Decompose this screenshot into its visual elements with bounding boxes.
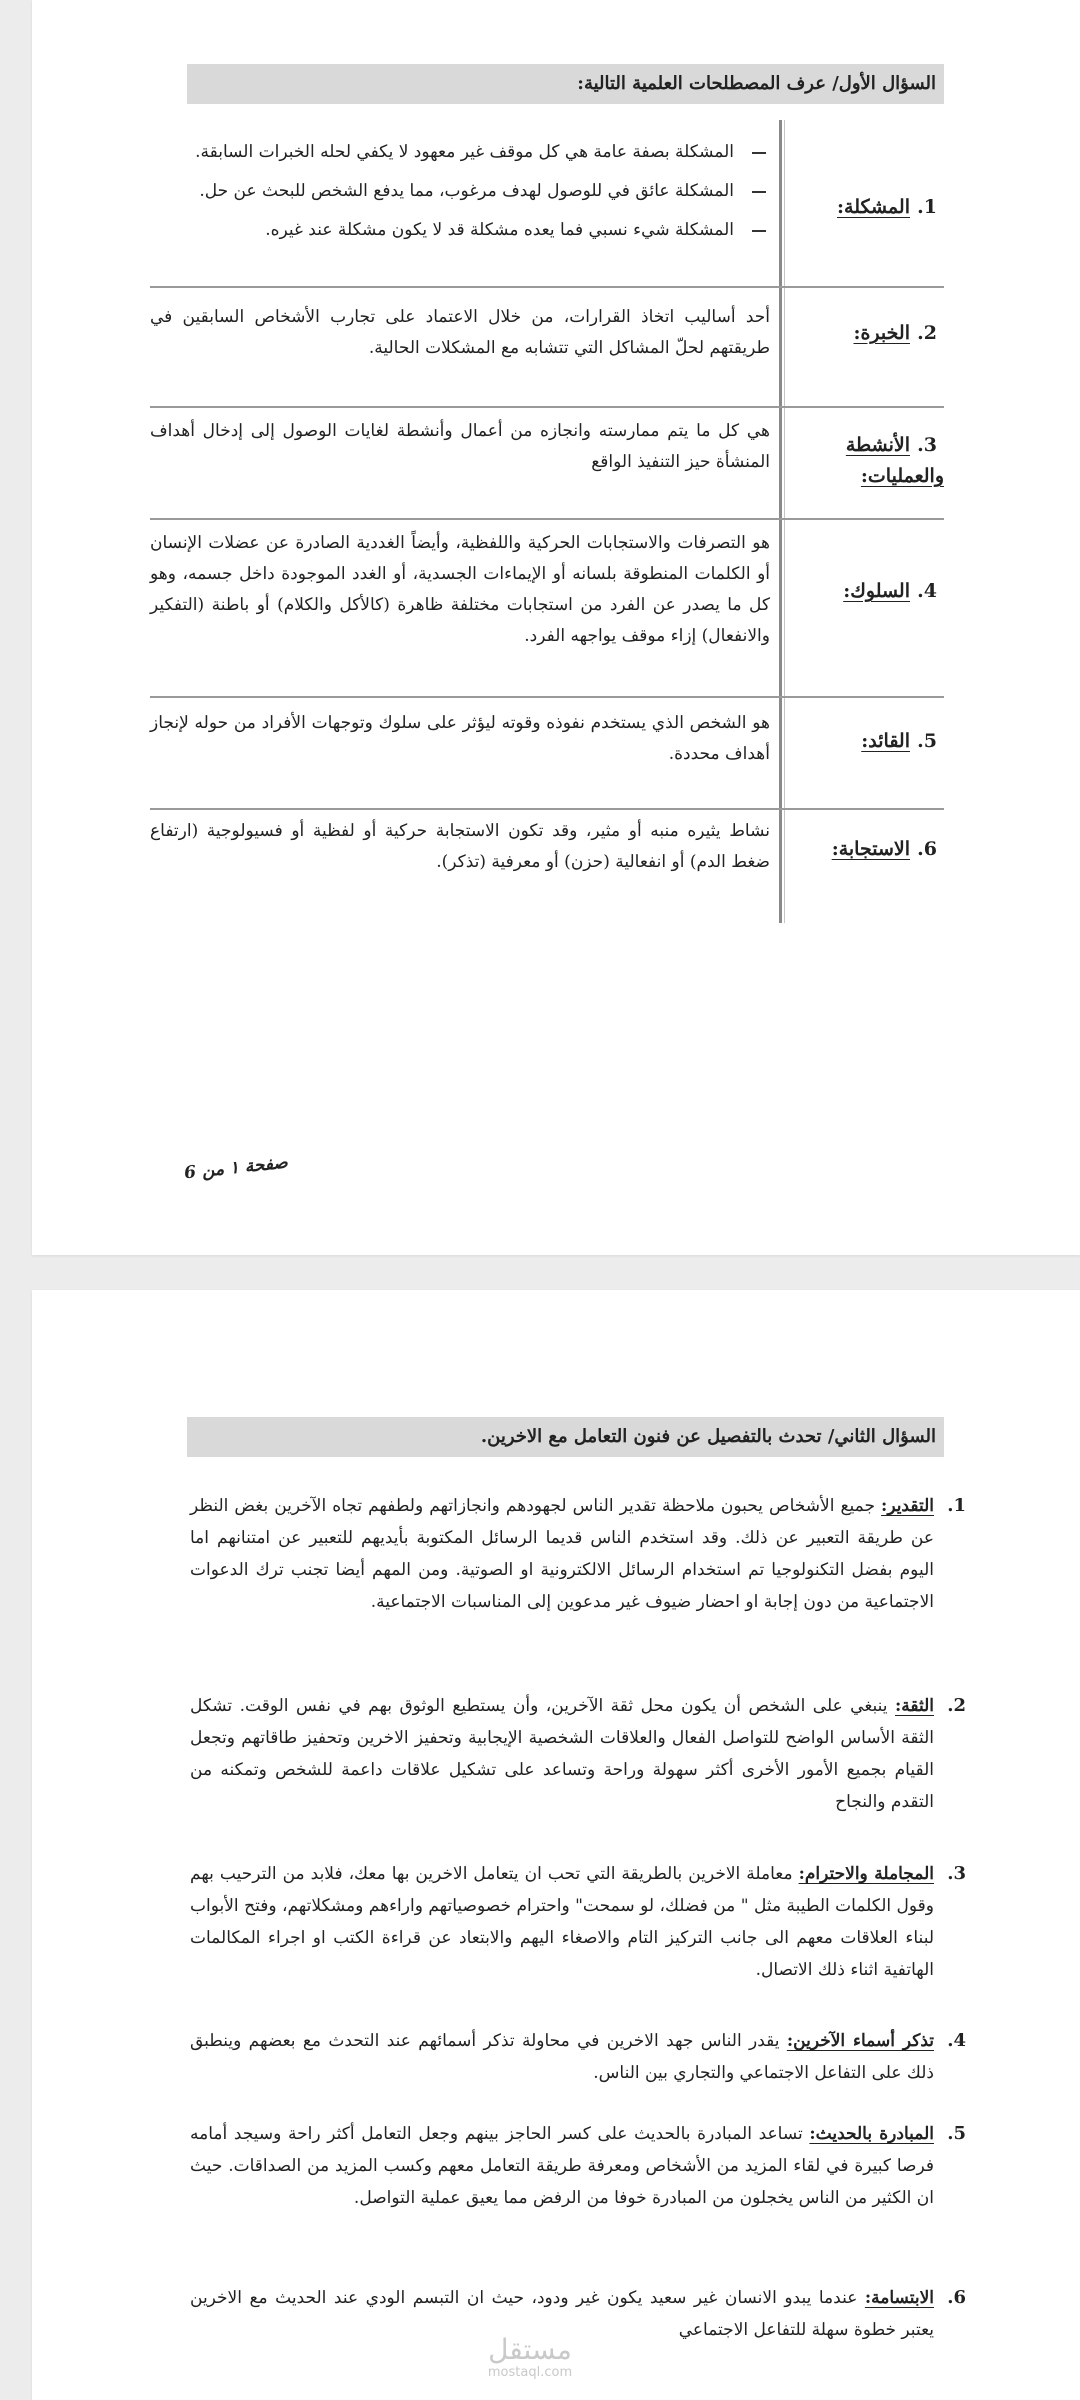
definition-row-behavior — [150, 520, 944, 698]
item-heading: المجاملة والاحترام: — [798, 1864, 934, 1884]
term-label: 2.الخبرة: — [853, 322, 937, 344]
list-item: المشكلة عائق في للوصول لهدف مرغوب، مما يدفع الشخص للبحث عن حل. — [150, 172, 770, 211]
definition-row-response — [150, 810, 944, 923]
definition-text: أحد أساليب اتخاذ القرارات، من خلال الاعتماد على تجارب الأشخاص السابقين في طريقتهم لحلّ المشاكل التي تتشابه مع المشكلات الحالية. — [150, 307, 770, 358]
watermark-url: mostaql.com — [487, 2365, 573, 2380]
term-label: 3.الأنشطة والعمليات: — [845, 434, 944, 487]
item-heading: التقدير: — [881, 1496, 934, 1516]
item-heading: الثقة: — [894, 1696, 934, 1716]
page-number: صفحة ١ من 6 — [183, 1152, 289, 1184]
question-2-title: السؤال الثاني/ تحدث بالتفصيل عن فنون التعامل مع الاخرين. — [187, 1417, 944, 1457]
list-item-initiative: 5. المبادرة بالحديث: تساعد المبادرة بالحديث على كسر الحاجز بينهم وجعل التعامل أكثر راحة وسيجد أمامه فرصا كبيرة في لقاء المزيد من الأشخاص ومعرفة طريقة التعامل معهم وكسب المزيد من الصداقات. حيث ان الكثير من الناس يخجلون من المبادرة خوفا من الرفض مما يعيق عملية التواصل. — [190, 2123, 966, 2208]
item-text: ينبغي على الشخص أن يكون محل ثقة الآخرين، وأن يستطيع الوثوق بهم في نفس الوقت. تشكل الثقة الأساس الواضح للتواصل الفعال والعلاقات الشخصية الإيجابية وتحفيز الاخرين وتحفيز طاقاتهم وتجعل القيام بجميع الأمور الأخرى أكثر سهولة وراحة وتساعد على تشكيل علاقات داعمة للشخص وتمكنه من التقدم والنجاح — [190, 1696, 934, 1812]
item-text: معاملة الاخرين بالطريقة التي تحب ان يتعامل الاخرين بها معك، فلابد من الترحيب بهم وقول الكلمات الطيبة مثل " من فضلك، لو سمحت" واحترام خصوصياتهم واراءهم ومشكلاتهم، وفتح الأبواب لبناء العلاقات معهم الى جانب التركيز التام والاصغاء اليهم والابتعاد عن قراءة الكتب او اجراء المكالمات الهاتفية اثناء ذلك الاتصال. — [190, 1864, 934, 1980]
item-heading: تذكر أسماء الآخرين: — [786, 2031, 934, 2051]
definition-text: نشاط يثيره منبه أو مثير، وقد تكون الاستجابة حركية أو لفظية أو فسيولوجية (ارتفاع ضغط الدم) أو انفعالية (حزن) أو معرفية (تذكر). — [150, 821, 770, 872]
list-item: المشكلة شيء نسبي فما يعده مشكلة قد لا يكون مشكلة عند غيره. — [150, 211, 770, 250]
definition-text: هو الشخص الذي يستخدم نفوذه وقوته ليؤثر على سلوك وتوجهات الأفراد من حوله لإنجاز أهداف محددة. — [150, 713, 770, 764]
item-text: عندما يبدو الانسان غير سعيد يكون غير ودود، حيث ان التبسم الودي عند الحديث مع الاخرين يعتبر خطوة سهلة للتفاعل الاجتماعي — [190, 2288, 934, 2340]
list-item-smile: 6. الابتسامة: عندما يبدو الانسان غير سعيد يكون غير ودود، حيث ان التبسم الودي عند الحديث مع الاخرين يعتبر خطوة سهلة للتفاعل الاجتماعي — [190, 2287, 966, 2340]
list-item-remember-names: 4. تذكر أسماء الآخرين: يقدر الناس جهد الاخرين في محاولة تذكر أسمائهم عند التحدث مع بعضهم وينطبق ذلك على التفاعل الاجتماعي والتجاري بين الناس. — [190, 2030, 966, 2083]
watermark — [470, 2335, 590, 2380]
question-1-title: السؤال الأول/ عرف المصطلحات العلمية التالية: — [187, 64, 944, 104]
definition-row-experience — [150, 288, 944, 408]
term-label: 4.السلوك: — [843, 580, 937, 602]
item-heading: المبادرة بالحديث: — [809, 2124, 934, 2144]
definition-text: هي كل ما يتم ممارسته وانجازه من أعمال وأنشطة لغايات الوصول إلى إدخال أهداف المنشأة حيز التنفيذ الواقع — [150, 421, 770, 472]
item-text: يقدر الناس جهد الاخرين في محاولة تذكر أسمائهم عند التحدث مع بعضهم وينطبق ذلك على التفاعل الاجتماعي والتجاري بين الناس. — [190, 2031, 934, 2083]
definition-text — [150, 133, 770, 250]
item-text: جميع الأشخاص يحبون ملاحظة تقدير الناس لجهودهم وانجازاتهم ولطفهم تجاه الآخرين بغض النظر عن طريقة التعبير عن ذلك. وقد استخدم الناس قديما الرسائل المكتوبة بأيديهم للتعبير عن امتنانهم اما اليوم بفضل التكنولوجيا تم استخدام الرسائل الالكترونية او الصوتية. ومن المهم أيضا تجنب ترك الدعوات الاجتماعية من دون إجابة او احضار ضيوف غير مدعوين إلى المناسبات الاجتماعية. — [190, 1496, 934, 1612]
list-item-appreciation: 1. التقدير: جميع الأشخاص يحبون ملاحظة تقدير الناس لجهودهم وانجازاتهم ولطفهم تجاه الآخرين بغض النظر عن طريقة التعبير عن ذلك. وقد استخدم الناس قديما الرسائل المكتوبة بأيديهم للتعبير عن امتنانهم اما اليوم بفضل التكنولوجيا تم استخدام الرسائل الالكترونية او الصوتية. ومن المهم أيضا تجنب ترك الدعوات الاجتماعية من دون إجابة او احضار ضيوف غير مدعوين إلى المناسبات الاجتماعية. — [190, 1495, 966, 1612]
document-page-2 — [32, 1290, 1080, 2400]
watermark-brand: مستقل — [488, 2333, 572, 2366]
term-label: 6.الاستجابة: — [831, 838, 937, 860]
item-heading: الابتسامة: — [864, 2288, 934, 2308]
item-text: تساعد المبادرة بالحديث على كسر الحاجز بينهم وجعل التعامل أكثر راحة وسيجد أمامه فرصا كبيرة في لقاء المزيد من الأشخاص ومعرفة طريقة التعامل معهم وكسب المزيد من الصداقات. حيث ان الكثير من الناس يخجلون من المبادرة خوفا من الرفض مما يعيق عملية التواصل. — [190, 2124, 934, 2208]
term-label: 5.القائد: — [861, 730, 937, 752]
document-page-1 — [32, 0, 1080, 1255]
list-item: المشكلة بصفة عامة هي كل موقف غير معهود لا يكفي لحله الخبرات السابقة. — [150, 133, 770, 172]
term-label: 1.المشكلة: — [837, 196, 937, 218]
list-item-courtesy: 3. المجاملة والاحترام: معاملة الاخرين بالطريقة التي تحب ان يتعامل الاخرين بها معك، فلابد من الترحيب بهم وقول الكلمات الطيبة مثل " من فضلك، لو سمحت" واحترام خصوصياتهم واراءهم ومشكلاتهم، وفتح الأبواب لبناء العلاقات معهم الى جانب التركيز التام والاصغاء اليهم والابتعاد عن قراءة الكتب او اجراء المكالمات الهاتفية اثناء ذلك الاتصال. — [190, 1863, 966, 1980]
definition-text: هو التصرفات والاستجابات الحركية واللفظية، وأيضاً الغددية الصادرة عن عضلات الإنسان أو الكلمات المنطوقة بلسانه أو الإيماءات الجسدية، أو الغدد الموجودة داخل جسمه، وهو كل ما يصدر عن الفرد من استجابات مختلفة ظاهرة (كالأكل والكلام) أو باطنة (التفكير والانفعال) إزاء موقف يواجهه الفرد. — [150, 533, 770, 646]
definition-row-problem — [150, 120, 944, 288]
definition-row-activities — [150, 408, 944, 520]
definition-row-leader — [150, 698, 944, 810]
list-item-trust: 2. الثقة: ينبغي على الشخص أن يكون محل ثقة الآخرين، وأن يستطيع الوثوق بهم في نفس الوقت. تشكل الثقة الأساس الواضح للتواصل الفعال والعلاقات الشخصية الإيجابية وتحفيز الاخرين وتحفيز طاقاتهم وتجعل القيام بجميع الأمور الأخرى أكثر سهولة وراحة وتساعد على تشكيل علاقات داعمة للشخص وتمكنه من التقدم والنجاح — [190, 1695, 966, 1812]
